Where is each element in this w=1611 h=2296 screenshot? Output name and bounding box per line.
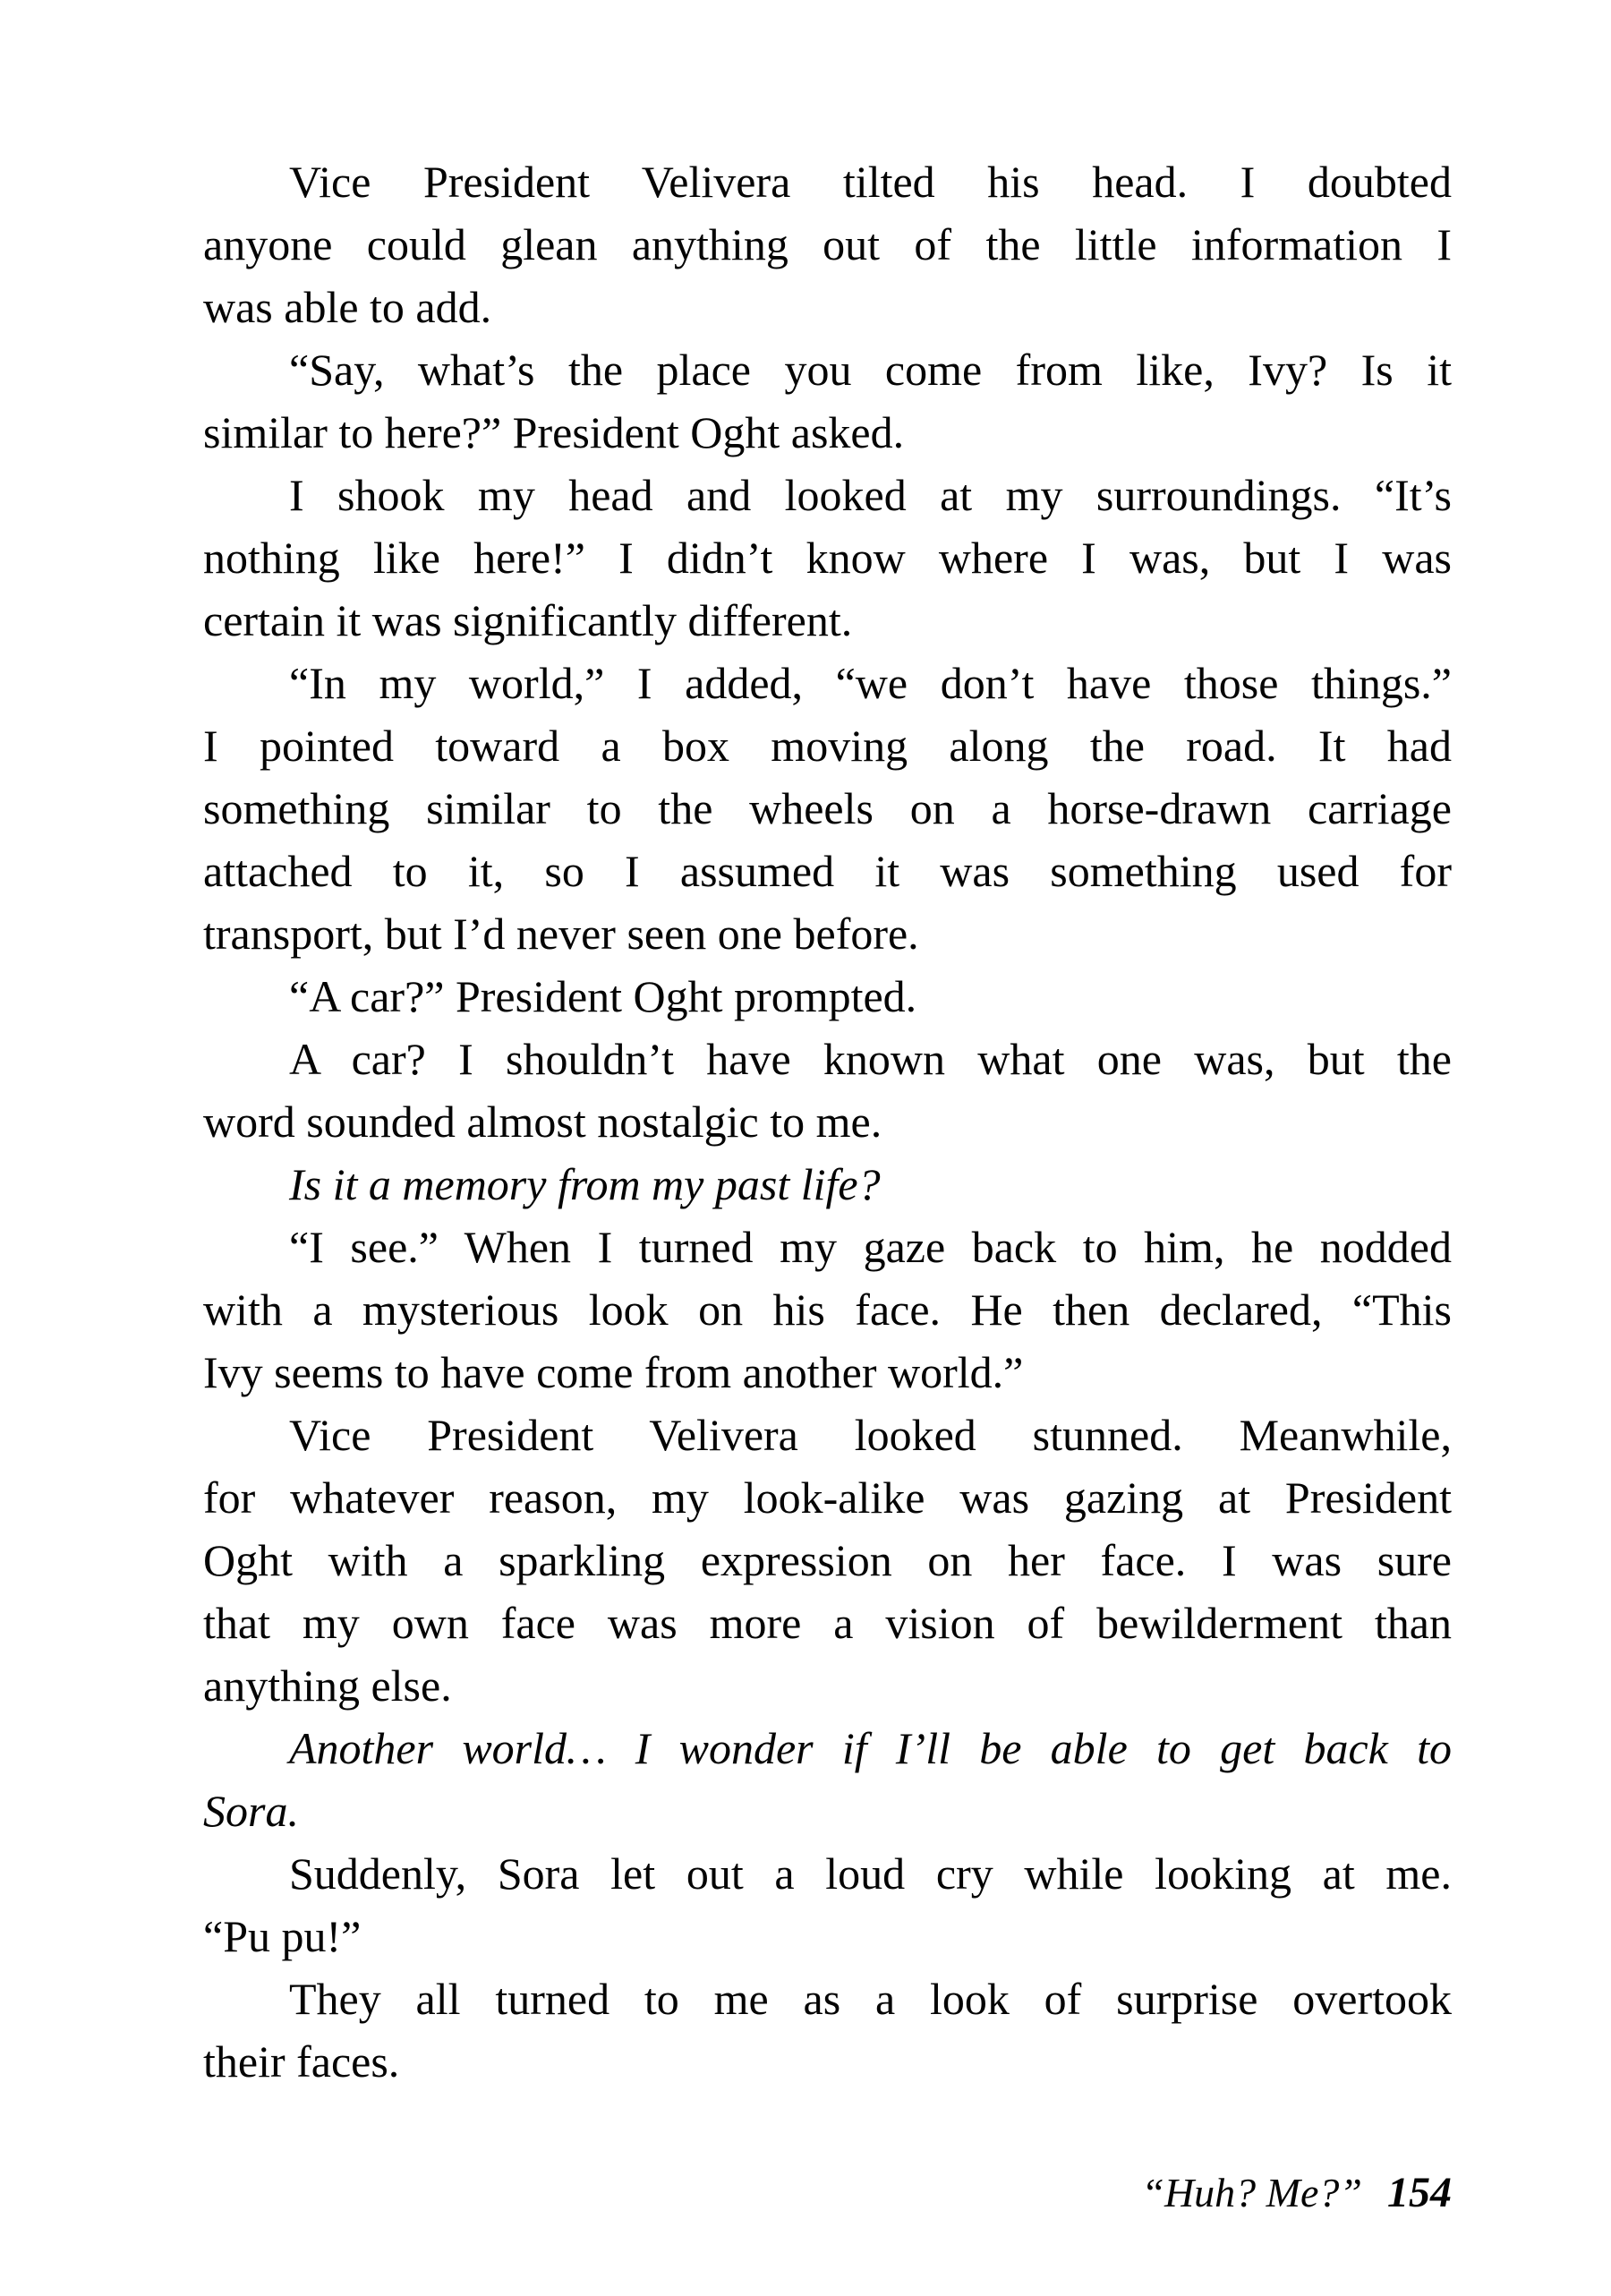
body-line: “Say, what’s the place you come from like, Ivy? Is it: [289, 345, 1452, 395]
body-text-block: [203, 150, 1452, 2093]
body-line: word sounded almost nostalgic to me.: [203, 1097, 882, 1147]
body-line: Vice President Velivera tilted his head. I doubted: [289, 157, 1452, 207]
footer-chapter-quote: “Huh? Me?”: [1141, 2170, 1362, 2215]
body-line: “Pu pu!”: [203, 1911, 362, 1961]
body-line: Sora.: [203, 1786, 299, 1836]
body-line: Ivy seems to have come from another world.”: [203, 1347, 1024, 1397]
body-line: their faces.: [203, 2036, 400, 2087]
body-line: Is it a memory from my past life?: [289, 1159, 881, 1209]
page-footer: [1141, 2168, 1452, 2218]
body-line: anyone could glean anything out of the little information I: [203, 219, 1452, 269]
body-line: “A car?” President Oght prompted.: [289, 971, 917, 1021]
body-line: was able to add.: [203, 282, 492, 332]
body-line: nothing like here!” I didn’t know where I was, but I was: [203, 533, 1452, 583]
body-line: I shook my head and looked at my surroundings. “It’s: [289, 470, 1452, 520]
body-line: similar to here?” President Oght asked.: [203, 407, 905, 457]
body-line: certain it was significantly different.: [203, 595, 853, 645]
body-line: I pointed toward a box moving along the road. It had: [203, 721, 1452, 771]
body-line: transport, but I’d never seen one before.: [203, 909, 919, 959]
body-line: “I see.” When I turned my gaze back to him, he nodded: [289, 1222, 1452, 1272]
body-line: attached to it, so I assumed it was something used for: [203, 846, 1452, 896]
body-line: anything else.: [203, 1660, 452, 1711]
footer-page-number: 154: [1387, 2169, 1452, 2216]
body-line: with a mysterious look on his face. He then declared, “This: [203, 1285, 1452, 1335]
body-line: Suddenly, Sora let out a loud cry while looking at me.: [289, 1848, 1452, 1899]
body-line: They all turned to me as a look of surprise overtook: [289, 1974, 1452, 2024]
body-line: for whatever reason, my look-alike was gazing at President: [203, 1472, 1452, 1523]
body-line: Vice President Velivera looked stunned. Meanwhile,: [289, 1410, 1452, 1460]
body-line: A car? I shouldn’t have known what one was, but the: [289, 1034, 1452, 1084]
body-line: that my own face was more a vision of bewilderment than: [203, 1598, 1452, 1648]
body-line: Oght with a sparkling expression on her face. I was sure: [203, 1535, 1452, 1585]
body-line: something similar to the wheels on a horse-drawn carriage: [203, 783, 1452, 833]
body-line: “In my world,” I added, “we don’t have those things.”: [289, 658, 1452, 708]
body-line: Another world… I wonder if I’ll be able to get back to: [289, 1723, 1452, 1773]
